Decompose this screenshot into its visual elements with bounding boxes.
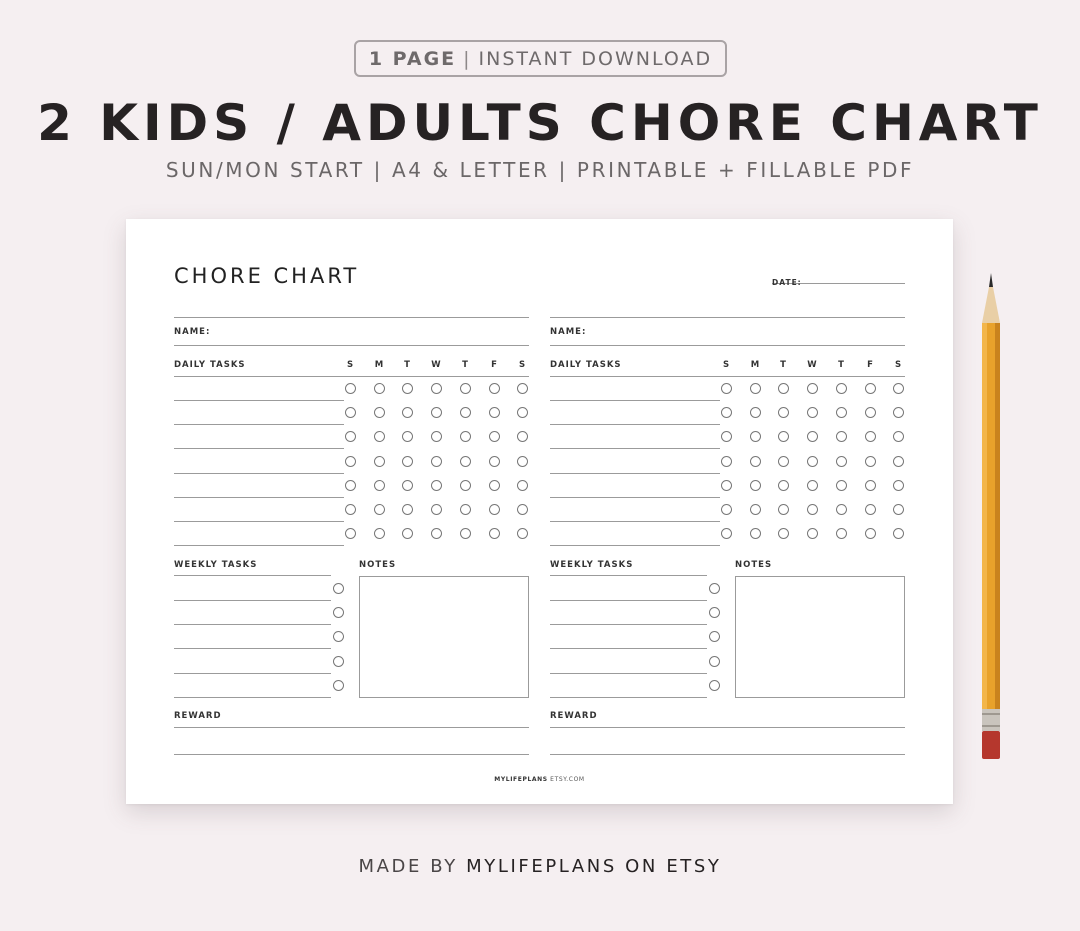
weekly-task-checkbox[interactable] [333,607,344,618]
daily-task-checkbox[interactable] [865,480,876,491]
daily-task-checkbox[interactable] [431,383,442,394]
weekly-task-checkbox[interactable] [709,631,720,642]
daily-task-checkbox[interactable] [778,456,789,467]
daily-task-checkbox[interactable] [721,456,732,467]
daily-task-checkbox[interactable] [893,431,904,442]
daily-task-checkbox[interactable] [489,504,500,515]
daily-task-checkbox[interactable] [374,431,385,442]
daily-task-checkbox[interactable] [489,407,500,418]
daily-task-checkbox[interactable] [778,480,789,491]
footer-credit-shop: MYLIFEPLANS ON ETSY [466,856,722,877]
name-label: NAME: [550,327,587,337]
weekly-task-checkbox[interactable] [709,607,720,618]
daily-task-checkbox[interactable] [345,480,356,491]
daily-task-checkbox[interactable] [836,504,847,515]
daily-header-rule [174,376,529,377]
daily-task-checkbox[interactable] [402,407,413,418]
daily-task-field[interactable] [550,400,720,401]
daily-task-checkbox[interactable] [517,480,528,491]
weekly-task-field[interactable] [174,673,331,674]
badge-pages: 1 PAGE [368,47,457,70]
daily-task-checkbox[interactable] [865,528,876,539]
name-field[interactable] [550,345,905,346]
weekly-task-field[interactable] [550,673,707,674]
date-label: DATE: [772,278,802,287]
day-header: M [374,360,384,370]
reward-header-rule [174,727,529,728]
daily-task-field[interactable] [174,521,344,522]
name-field[interactable] [174,345,529,346]
daily-task-checkbox[interactable] [517,456,528,467]
weekly-task-checkbox[interactable] [333,631,344,642]
daily-task-checkbox[interactable] [807,456,818,467]
daily-task-checkbox[interactable] [402,383,413,394]
daily-tasks-label: DAILY TASKS [550,360,622,370]
daily-task-checkbox[interactable] [750,407,761,418]
chart-panel-left [174,219,529,804]
daily-task-checkbox[interactable] [778,383,789,394]
pencil-icon [980,273,1002,763]
footer-credit [0,856,1080,877]
daily-task-field[interactable] [174,497,344,498]
day-header: S [346,360,354,370]
daily-task-checkbox[interactable] [402,431,413,442]
daily-task-checkbox[interactable] [517,431,528,442]
daily-task-checkbox[interactable] [402,456,413,467]
daily-task-checkbox[interactable] [489,383,500,394]
weekly-task-checkbox[interactable] [333,656,344,667]
weekly-task-checkbox[interactable] [333,680,344,691]
daily-task-checkbox[interactable] [893,456,904,467]
daily-task-checkbox[interactable] [807,407,818,418]
daily-task-checkbox[interactable] [345,407,356,418]
notes-box[interactable] [359,576,529,698]
weekly-tasks-label: WEEKLY TASKS [174,560,258,570]
product-badge [354,40,727,77]
daily-task-checkbox[interactable] [750,383,761,394]
daily-task-checkbox[interactable] [460,407,471,418]
daily-task-checkbox[interactable] [431,528,442,539]
daily-task-checkbox[interactable] [807,383,818,394]
daily-task-checkbox[interactable] [893,407,904,418]
daily-task-checkbox[interactable] [893,528,904,539]
weekly-task-field[interactable] [550,648,707,649]
reward-label: REWARD [550,711,598,721]
daily-task-checkbox[interactable] [460,431,471,442]
daily-task-checkbox[interactable] [778,431,789,442]
daily-tasks-label: DAILY TASKS [174,360,246,370]
notes-label: NOTES [359,560,397,570]
daily-task-checkbox[interactable] [865,407,876,418]
daily-task-field[interactable] [174,448,344,449]
daily-task-checkbox[interactable] [893,504,904,515]
daily-task-checkbox[interactable] [431,504,442,515]
reward-header-rule [550,727,905,728]
name-label: NAME: [174,327,211,337]
weekly-task-field[interactable] [550,697,707,698]
product-title: 2 KIDS / ADULTS CHORE CHART [37,94,1043,152]
name-top-rule [550,317,905,318]
daily-task-checkbox[interactable] [721,407,732,418]
daily-task-checkbox[interactable] [721,504,732,515]
daily-task-checkbox[interactable] [517,383,528,394]
daily-task-checkbox[interactable] [893,480,904,491]
daily-task-checkbox[interactable] [836,456,847,467]
daily-task-checkbox[interactable] [750,504,761,515]
day-header: F [491,360,497,370]
day-header: T [462,360,468,370]
badge-download: INSTANT DOWNLOAD [478,47,713,70]
daily-task-checkbox[interactable] [431,456,442,467]
daily-task-checkbox[interactable] [750,480,761,491]
daily-task-checkbox[interactable] [836,383,847,394]
daily-task-checkbox[interactable] [431,407,442,418]
daily-task-checkbox[interactable] [489,528,500,539]
daily-task-checkbox[interactable] [345,431,356,442]
daily-task-checkbox[interactable] [778,504,789,515]
weekly-task-field[interactable] [550,624,707,625]
day-header: F [867,360,873,370]
reward-field[interactable] [550,754,905,755]
daily-task-checkbox[interactable] [345,456,356,467]
day-header: T [838,360,844,370]
day-header: W [431,360,441,370]
daily-task-checkbox[interactable] [721,431,732,442]
sheet-title: CHORE CHART [174,264,360,288]
weekly-task-field[interactable] [174,624,331,625]
daily-task-checkbox[interactable] [345,504,356,515]
daily-task-checkbox[interactable] [517,407,528,418]
weekly-task-checkbox[interactable] [709,680,720,691]
daily-task-field[interactable] [550,497,720,498]
daily-task-checkbox[interactable] [836,480,847,491]
notes-box[interactable] [735,576,905,698]
daily-task-checkbox[interactable] [807,504,818,515]
daily-task-field[interactable] [174,473,344,474]
day-header: M [750,360,760,370]
daily-task-checkbox[interactable] [460,528,471,539]
daily-task-checkbox[interactable] [750,528,761,539]
daily-task-checkbox[interactable] [374,480,385,491]
daily-task-checkbox[interactable] [807,528,818,539]
daily-task-checkbox[interactable] [517,528,528,539]
daily-task-field[interactable] [550,473,720,474]
daily-task-checkbox[interactable] [836,407,847,418]
daily-task-checkbox[interactable] [778,407,789,418]
daily-task-checkbox[interactable] [431,480,442,491]
daily-task-checkbox[interactable] [374,504,385,515]
weekly-task-checkbox[interactable] [709,583,720,594]
daily-task-checkbox[interactable] [865,383,876,394]
day-header: T [404,360,410,370]
daily-task-field[interactable] [550,424,720,425]
product-subtitle: SUN/MON START | A4 & LETTER | PRINTABLE + FILLABLE PDF [165,158,915,182]
daily-task-checkbox[interactable] [489,431,500,442]
day-header: S [894,360,902,370]
sheet-credit-shop: MYLIFEPLANS [494,776,548,783]
badge-separator: | [463,47,472,70]
daily-task-checkbox[interactable] [345,528,356,539]
daily-task-checkbox[interactable] [374,528,385,539]
daily-task-checkbox[interactable] [836,431,847,442]
daily-task-field[interactable] [174,400,344,401]
reward-field[interactable] [174,754,529,755]
daily-task-checkbox[interactable] [750,431,761,442]
daily-task-checkbox[interactable] [778,528,789,539]
daily-task-field[interactable] [550,448,720,449]
daily-task-checkbox[interactable] [865,431,876,442]
daily-task-checkbox[interactable] [893,383,904,394]
chart-panel-right [547,219,905,804]
daily-task-checkbox[interactable] [721,383,732,394]
weekly-task-checkbox[interactable] [709,656,720,667]
daily-task-checkbox[interactable] [345,383,356,394]
daily-task-checkbox[interactable] [836,528,847,539]
daily-task-checkbox[interactable] [807,480,818,491]
daily-task-field[interactable] [550,521,720,522]
footer-credit-prefix: MADE BY [358,856,467,877]
daily-task-checkbox[interactable] [750,456,761,467]
daily-task-checkbox[interactable] [517,504,528,515]
day-header: S [518,360,526,370]
daily-task-checkbox[interactable] [865,456,876,467]
daily-task-checkbox[interactable] [865,504,876,515]
daily-task-checkbox[interactable] [374,383,385,394]
sheet-credit-site: ETSY.COM [547,776,585,783]
weekly-task-checkbox[interactable] [333,583,344,594]
daily-task-checkbox[interactable] [460,480,471,491]
daily-task-checkbox[interactable] [721,528,732,539]
reward-label: REWARD [174,711,222,721]
daily-task-checkbox[interactable] [460,383,471,394]
day-header: T [780,360,786,370]
daily-task-checkbox[interactable] [402,528,413,539]
daily-task-field[interactable] [550,545,720,546]
daily-task-checkbox[interactable] [721,480,732,491]
weekly-header-rule [174,575,331,576]
daily-task-checkbox[interactable] [374,407,385,418]
chore-chart-sheet [126,219,953,804]
daily-task-field[interactable] [174,545,344,546]
daily-task-checkbox[interactable] [431,431,442,442]
daily-task-checkbox[interactable] [460,456,471,467]
daily-task-checkbox[interactable] [460,504,471,515]
weekly-task-field[interactable] [174,697,331,698]
day-header: S [722,360,730,370]
daily-task-checkbox[interactable] [807,431,818,442]
weekly-task-field[interactable] [550,600,707,601]
daily-task-checkbox[interactable] [402,504,413,515]
daily-task-checkbox[interactable] [374,456,385,467]
weekly-task-field[interactable] [174,600,331,601]
weekly-task-field[interactable] [174,648,331,649]
weekly-header-rule [550,575,707,576]
name-top-rule [174,317,529,318]
daily-header-rule [550,376,905,377]
weekly-tasks-label: WEEKLY TASKS [550,560,634,570]
day-header: W [807,360,817,370]
notes-label: NOTES [735,560,773,570]
daily-task-checkbox[interactable] [489,456,500,467]
daily-task-checkbox[interactable] [489,480,500,491]
sheet-credit [126,776,953,783]
daily-task-field[interactable] [174,424,344,425]
daily-task-checkbox[interactable] [402,480,413,491]
